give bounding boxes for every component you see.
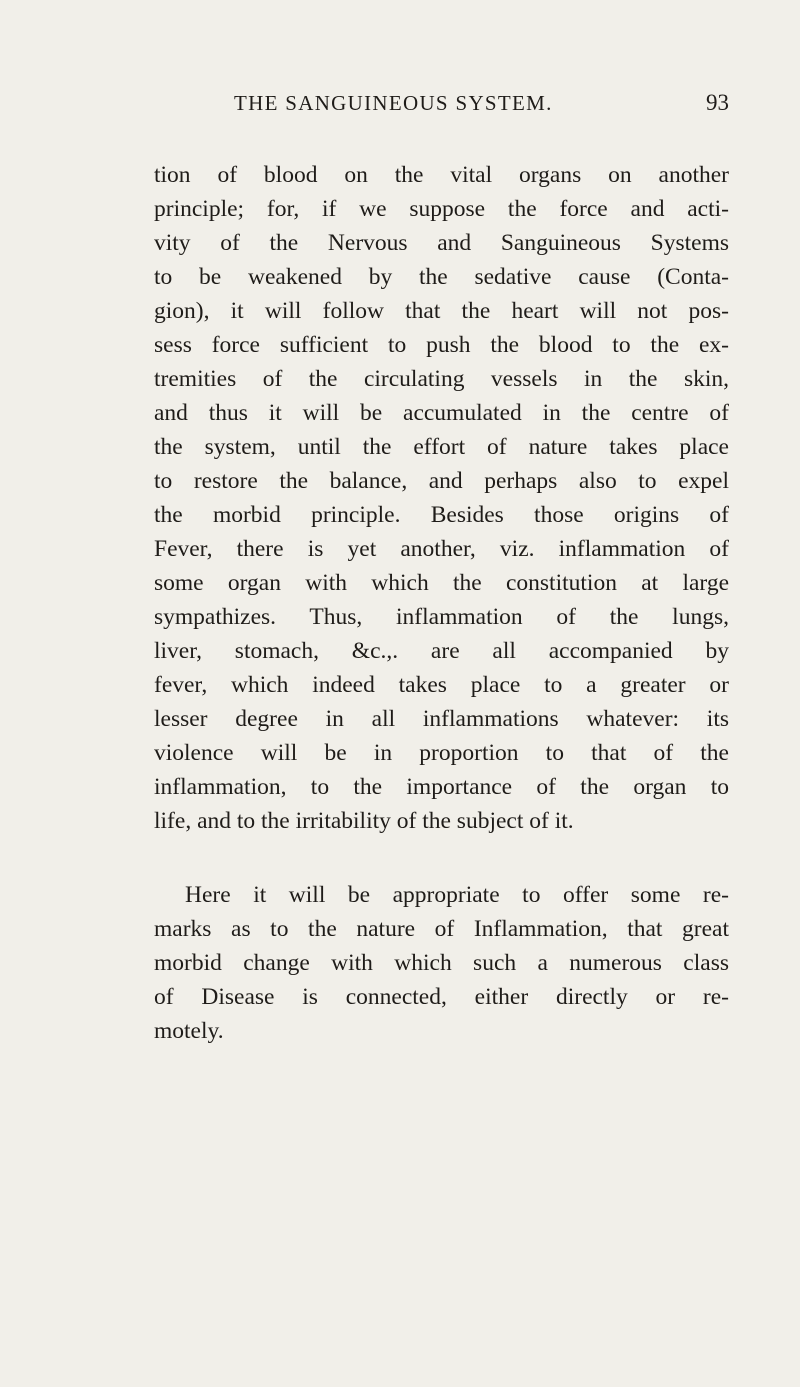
text-line: the system, until the effort of nature takes place xyxy=(154,434,729,460)
text-line: and thus it will be accumulated in the centre of xyxy=(154,400,729,426)
text-line: the morbid principle. Besides those origins of xyxy=(154,502,729,528)
text-line: to be weakened by the sedative cause (Conta- xyxy=(154,264,729,290)
text-line: vity of the Nervous and Sanguineous Systems xyxy=(154,230,729,256)
text-line: inflammation, to the importance of the organ to xyxy=(154,774,729,800)
text-line: Here it will be appropriate to offer some re- xyxy=(185,882,729,908)
text-line: liver, stomach, &c.,. are all accompanied by xyxy=(154,638,729,664)
text-line: Fever, there is yet another, viz. inflammation of xyxy=(154,536,729,562)
text-line: lesser degree in all inflammations whatever: its xyxy=(154,706,729,732)
paragraph-2 xyxy=(154,878,729,1048)
text-line: some organ with which the constitution at large xyxy=(154,570,729,596)
text-line: to restore the balance, and perhaps also to expel xyxy=(154,468,729,494)
text-line: tion of blood on the vital organs on another xyxy=(154,162,729,188)
text-line: tremities of the circulating vessels in the skin, xyxy=(154,366,729,392)
text-line: sess force sufficient to push the blood to the ex- xyxy=(154,332,729,358)
text-line: marks as to the nature of Inflammation, that great xyxy=(154,916,729,942)
text-line: fever, which indeed takes place to a greater or xyxy=(154,672,729,698)
text-line: motely. xyxy=(154,1018,224,1044)
text-line: principle; for, if we suppose the force and acti- xyxy=(154,196,729,222)
text-line: violence will be in proportion to that of the xyxy=(154,740,729,766)
body-text xyxy=(154,158,729,1048)
text-line: life, and to the irritability of the subject of it. xyxy=(154,808,574,834)
running-title: THE SANGUINEOUS SYSTEM. xyxy=(234,91,553,115)
paragraph-gap xyxy=(154,838,729,878)
page-number: 93 xyxy=(706,90,729,115)
text-line: of Disease is connected, either directly or re- xyxy=(154,984,729,1010)
text-line: morbid change with which such a numerous class xyxy=(154,950,729,976)
running-head xyxy=(154,85,729,121)
text-line: gion), it will follow that the heart will not pos- xyxy=(154,298,729,324)
text-line: sympathizes. Thus, inflammation of the lungs, xyxy=(154,604,729,630)
paragraph-1 xyxy=(154,158,729,838)
